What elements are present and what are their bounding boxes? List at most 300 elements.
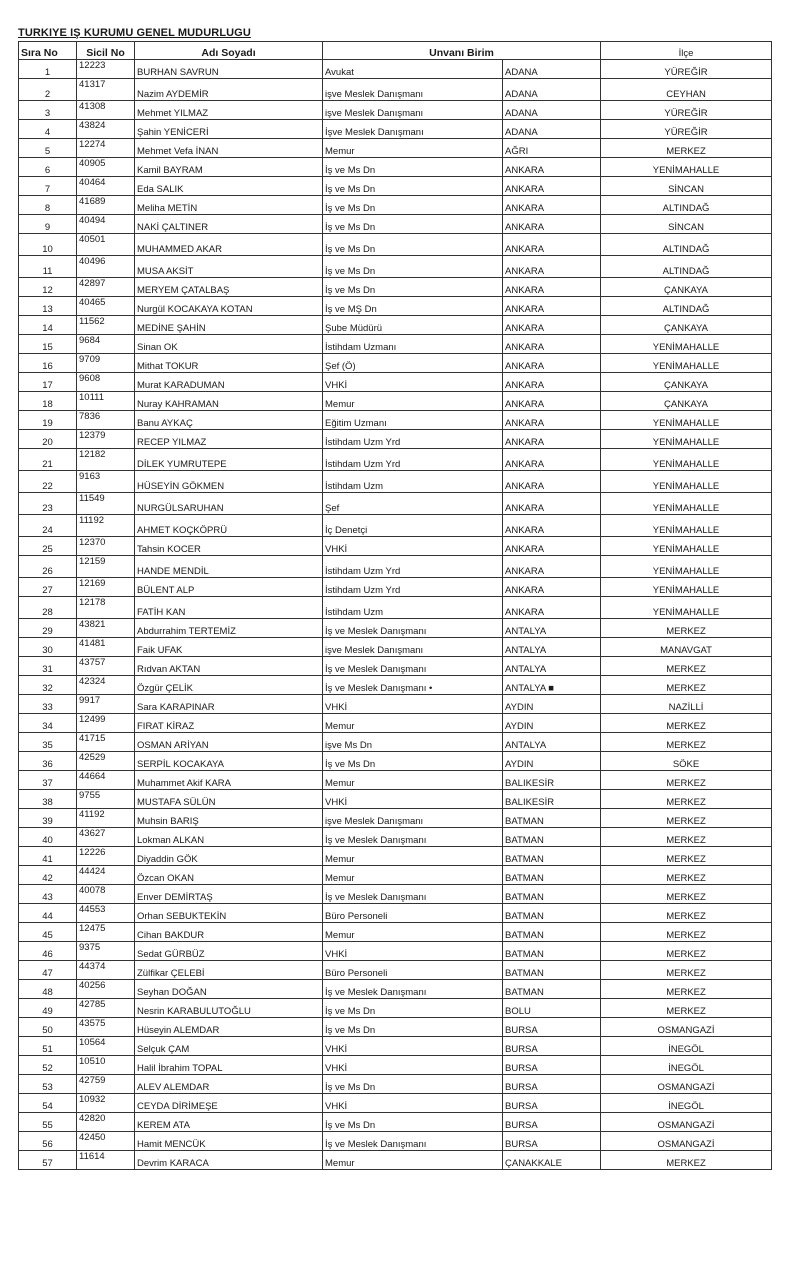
il-cell: ANKARA [503, 234, 601, 256]
header-adi-soyadi: Adı Soyadı [135, 42, 323, 60]
ilce-cell: YENİMAHALLE [601, 430, 772, 449]
il-cell: ANKARA [503, 335, 601, 354]
sira-no-cell: 21 [19, 449, 77, 471]
table-row [19, 847, 772, 866]
table-row [19, 1056, 772, 1075]
sicil-no-cell: 40464 [77, 177, 135, 196]
name-cell: Muhammet Akif KARA [135, 771, 323, 790]
il-cell: BURSA [503, 1132, 601, 1151]
sicil-no-cell: 40905 [77, 158, 135, 177]
unvan-cell: Eğitim Uzmanı [323, 411, 503, 430]
sira-no-cell: 23 [19, 493, 77, 515]
ilce-cell: SÖKE [601, 752, 772, 771]
sicil-no-cell: 10564 [77, 1037, 135, 1056]
ilce-cell: SİNCAN [601, 177, 772, 196]
name-cell: HÜSEYİN GÖKMEN [135, 471, 323, 493]
ilce-cell: MANAVGAT [601, 638, 772, 657]
ilce-cell: MERKEZ [601, 961, 772, 980]
il-cell: ANKARA [503, 177, 601, 196]
sicil-no-cell: 44664 [77, 771, 135, 790]
table-row [19, 1113, 772, 1132]
il-cell: BATMAN [503, 885, 601, 904]
table-row [19, 177, 772, 196]
sira-no-cell: 50 [19, 1018, 77, 1037]
sicil-no-cell: 10510 [77, 1056, 135, 1075]
ilce-cell: YÜREĞİR [601, 60, 772, 79]
sicil-no-cell: 43824 [77, 120, 135, 139]
table-row [19, 120, 772, 139]
sicil-no-cell: 9375 [77, 942, 135, 961]
name-cell: Hüseyin ALEMDAR [135, 1018, 323, 1037]
sicil-no-cell: 9163 [77, 471, 135, 493]
sicil-no-cell: 11562 [77, 316, 135, 335]
name-cell: Özcan OKAN [135, 866, 323, 885]
header-sira-no: Sıra No [19, 42, 77, 60]
ilce-cell: OSMANGAZİ [601, 1018, 772, 1037]
unvan-cell: İç Denetçi [323, 515, 503, 537]
ilce-cell: YÜREĞİR [601, 101, 772, 120]
il-cell: BURSA [503, 1056, 601, 1075]
unvan-cell: İş ve Ms Dn [323, 215, 503, 234]
name-cell: AHMET KOÇKÖPRÜ [135, 515, 323, 537]
name-cell: ALEV ALEMDAR [135, 1075, 323, 1094]
sira-no-cell: 18 [19, 392, 77, 411]
unvan-cell: İş ve MŞ Dn [323, 297, 503, 316]
name-cell: Halil İbrahim TOPAL [135, 1056, 323, 1075]
sira-no-cell: 56 [19, 1132, 77, 1151]
table-row [19, 1018, 772, 1037]
name-cell: Lokman ALKAN [135, 828, 323, 847]
ilce-cell: YENİMAHALLE [601, 515, 772, 537]
table-row [19, 619, 772, 638]
name-cell: OSMAN ARİYAN [135, 733, 323, 752]
unvan-cell: Memur [323, 923, 503, 942]
unvan-cell: işve Meslek Danışmanı [323, 79, 503, 101]
table-row [19, 980, 772, 999]
ilce-cell: MERKEZ [601, 139, 772, 158]
sira-no-cell: 53 [19, 1075, 77, 1094]
ilce-cell: MERKEZ [601, 676, 772, 695]
sira-no-cell: 17 [19, 373, 77, 392]
table-row [19, 885, 772, 904]
sira-no-cell: 9 [19, 215, 77, 234]
name-cell: MEDİNE ŞAHİN [135, 316, 323, 335]
il-cell: ADANA [503, 60, 601, 79]
table-row [19, 256, 772, 278]
unvan-cell: Memur [323, 866, 503, 885]
name-cell: Mithat TOKUR [135, 354, 323, 373]
sicil-no-cell: 12274 [77, 139, 135, 158]
name-cell: KEREM ATA [135, 1113, 323, 1132]
sicil-no-cell: 12223 [77, 60, 135, 79]
il-cell: ANKARA [503, 354, 601, 373]
ilce-cell: YENİMAHALLE [601, 537, 772, 556]
ilce-cell: İNEGÖL [601, 1037, 772, 1056]
sicil-no-cell: 12370 [77, 537, 135, 556]
name-cell: MUHAMMED AKAR [135, 234, 323, 256]
table-row [19, 60, 772, 79]
unvan-cell: VHKİ [323, 942, 503, 961]
ilce-cell: MERKEZ [601, 790, 772, 809]
ilce-cell: MERKEZ [601, 714, 772, 733]
il-cell: ANKARA [503, 256, 601, 278]
table-row [19, 297, 772, 316]
sicil-no-cell: 42785 [77, 999, 135, 1018]
name-cell: Hamit MENCÜK [135, 1132, 323, 1151]
table-row [19, 790, 772, 809]
unvan-cell: Memur [323, 714, 503, 733]
unvan-cell: Şef (Ö) [323, 354, 503, 373]
unvan-cell: İş ve Ms Dn [323, 234, 503, 256]
sira-no-cell: 28 [19, 597, 77, 619]
sicil-no-cell: 41317 [77, 79, 135, 101]
ilce-cell: YENİMAHALLE [601, 471, 772, 493]
sicil-no-cell: 10932 [77, 1094, 135, 1113]
table-row [19, 866, 772, 885]
name-cell: CEYDA DİRİMEŞE [135, 1094, 323, 1113]
il-cell: AYDIN [503, 714, 601, 733]
il-cell: ANKARA [503, 373, 601, 392]
table-row [19, 578, 772, 597]
name-cell: BURHAN SAVRUN [135, 60, 323, 79]
ilce-cell: ALTINDAĞ [601, 196, 772, 215]
name-cell: Muhsin BARIŞ [135, 809, 323, 828]
sicil-no-cell: 12226 [77, 847, 135, 866]
sicil-no-cell: 12475 [77, 923, 135, 942]
unvan-cell: Avukat [323, 60, 503, 79]
unvan-cell: VHKİ [323, 1094, 503, 1113]
sicil-no-cell: 7836 [77, 411, 135, 430]
il-cell: BOLU [503, 999, 601, 1018]
il-cell: ÇANAKKALE [503, 1151, 601, 1170]
unvan-cell: İş ve Ms Dn [323, 196, 503, 215]
sicil-no-cell: 10111 [77, 392, 135, 411]
ilce-cell: MERKEZ [601, 771, 772, 790]
ilce-cell: MERKEZ [601, 904, 772, 923]
sira-no-cell: 26 [19, 556, 77, 578]
name-cell: Zülfikar ÇELEBİ [135, 961, 323, 980]
sicil-no-cell: 12499 [77, 714, 135, 733]
sira-no-cell: 36 [19, 752, 77, 771]
ilce-cell: YENİMAHALLE [601, 158, 772, 177]
sicil-no-cell: 9755 [77, 790, 135, 809]
name-cell: Sedat GÜRBÜZ [135, 942, 323, 961]
ilce-cell: YENİMAHALLE [601, 411, 772, 430]
sicil-no-cell: 41192 [77, 809, 135, 828]
table-row [19, 904, 772, 923]
sicil-no-cell: 42820 [77, 1113, 135, 1132]
sira-no-cell: 52 [19, 1056, 77, 1075]
ilce-cell: MERKEZ [601, 847, 772, 866]
table-row [19, 942, 772, 961]
name-cell: Eda SALIK [135, 177, 323, 196]
name-cell: Meliha METİN [135, 196, 323, 215]
sicil-no-cell: 43821 [77, 619, 135, 638]
name-cell: Şahin YENİCERİ [135, 120, 323, 139]
unvan-cell: İstihdam Uzm Yrd [323, 449, 503, 471]
ilce-cell: İNEGÖL [601, 1056, 772, 1075]
sicil-no-cell: 42324 [77, 676, 135, 695]
sira-no-cell: 22 [19, 471, 77, 493]
unvan-cell: işve Meslek Danışmanı [323, 809, 503, 828]
header-sicil-no: Sicil No [77, 42, 135, 60]
name-cell: RECEP YILMAZ [135, 430, 323, 449]
ilce-cell: MERKEZ [601, 980, 772, 999]
il-cell: ANTALYA [503, 619, 601, 638]
sicil-no-cell: 44553 [77, 904, 135, 923]
name-cell: Nesrin KARABULUTOĞLU [135, 999, 323, 1018]
ilce-cell: YÜREĞİR [601, 120, 772, 139]
sira-no-cell: 42 [19, 866, 77, 885]
name-cell: MUSA AKSİT [135, 256, 323, 278]
table-header-row [19, 42, 772, 60]
il-cell: ANKARA [503, 392, 601, 411]
sira-no-cell: 12 [19, 278, 77, 297]
name-cell: DİLEK YUMRUTEPE [135, 449, 323, 471]
name-cell: Kamil BAYRAM [135, 158, 323, 177]
ilce-cell: MERKEZ [601, 866, 772, 885]
sira-no-cell: 15 [19, 335, 77, 354]
table-row [19, 234, 772, 256]
table-row [19, 101, 772, 120]
name-cell: FATİH KAN [135, 597, 323, 619]
sicil-no-cell: 11192 [77, 515, 135, 537]
table-row [19, 828, 772, 847]
name-cell: Nurgül KOCAKAYA KOTAN [135, 297, 323, 316]
il-cell: BATMAN [503, 847, 601, 866]
sicil-no-cell: 9608 [77, 373, 135, 392]
il-cell: BATMAN [503, 904, 601, 923]
sicil-no-cell: 42529 [77, 752, 135, 771]
sicil-no-cell: 12182 [77, 449, 135, 471]
il-cell: BATMAN [503, 866, 601, 885]
table-row [19, 771, 772, 790]
name-cell: Banu AYKAÇ [135, 411, 323, 430]
unvan-cell: İstihdam Uzm [323, 471, 503, 493]
sicil-no-cell: 40465 [77, 297, 135, 316]
table-row [19, 1132, 772, 1151]
il-cell: BATMAN [503, 961, 601, 980]
sicil-no-cell: 11614 [77, 1151, 135, 1170]
sira-no-cell: 19 [19, 411, 77, 430]
il-cell: BATMAN [503, 809, 601, 828]
unvan-cell: İş ve Ms Dn [323, 158, 503, 177]
unvan-cell: İş ve Ms Dn [323, 278, 503, 297]
table-row [19, 411, 772, 430]
sicil-no-cell: 41689 [77, 196, 135, 215]
unvan-cell: VHKİ [323, 790, 503, 809]
name-cell: Nuray KAHRAMAN [135, 392, 323, 411]
sicil-no-cell: 42759 [77, 1075, 135, 1094]
sira-no-cell: 44 [19, 904, 77, 923]
unvan-cell: İş ve Ms Dn [323, 752, 503, 771]
table-row [19, 449, 772, 471]
table-row [19, 733, 772, 752]
sira-no-cell: 30 [19, 638, 77, 657]
sira-no-cell: 8 [19, 196, 77, 215]
table-row [19, 373, 772, 392]
sicil-no-cell: 11549 [77, 493, 135, 515]
il-cell: ANTALYA [503, 657, 601, 676]
il-cell: BURSA [503, 1037, 601, 1056]
il-cell: BURSA [503, 1075, 601, 1094]
name-cell: Devrim KARACA [135, 1151, 323, 1170]
unvan-cell: VHKİ [323, 1037, 503, 1056]
table-row [19, 392, 772, 411]
name-cell: Mehmet Vefa İNAN [135, 139, 323, 158]
sira-no-cell: 35 [19, 733, 77, 752]
table-row [19, 1075, 772, 1094]
unvan-cell: işve Meslek Danışmanı [323, 101, 503, 120]
table-row [19, 79, 772, 101]
il-cell: ANKARA [503, 471, 601, 493]
sira-no-cell: 14 [19, 316, 77, 335]
sira-no-cell: 41 [19, 847, 77, 866]
ilce-cell: OSMANGAZİ [601, 1113, 772, 1132]
ilce-cell: OSMANGAZİ [601, 1075, 772, 1094]
sira-no-cell: 4 [19, 120, 77, 139]
table-row [19, 809, 772, 828]
il-cell: BATMAN [503, 980, 601, 999]
il-cell: BATMAN [503, 923, 601, 942]
sira-no-cell: 24 [19, 515, 77, 537]
ilce-cell: ÇANKAYA [601, 278, 772, 297]
unvan-cell: Büro Personeli [323, 904, 503, 923]
name-cell: Faik UFAK [135, 638, 323, 657]
name-cell: Sara KARAPINAR [135, 695, 323, 714]
il-cell: BURSA [503, 1113, 601, 1132]
ilce-cell: NAZİLLİ [601, 695, 772, 714]
ilce-cell: MERKEZ [601, 733, 772, 752]
sira-no-cell: 34 [19, 714, 77, 733]
il-cell: ANTALYA [503, 733, 601, 752]
sicil-no-cell: 40496 [77, 256, 135, 278]
table-row [19, 515, 772, 537]
unvan-cell: VHKİ [323, 1056, 503, 1075]
unvan-cell: İş ve Ms Dn [323, 256, 503, 278]
table-row [19, 1037, 772, 1056]
sira-no-cell: 1 [19, 60, 77, 79]
unvan-cell: İş ve Meslek Danışmanı • [323, 676, 503, 695]
name-cell: Seyhan DOĞAN [135, 980, 323, 999]
name-cell: Orhan SEBUKTEKİN [135, 904, 323, 923]
il-cell: ANKARA [503, 278, 601, 297]
unvan-cell: VHKİ [323, 373, 503, 392]
sira-no-cell: 47 [19, 961, 77, 980]
ilce-cell: ÇANKAYA [601, 373, 772, 392]
name-cell: HANDE MENDİL [135, 556, 323, 578]
table-row [19, 657, 772, 676]
table-row [19, 354, 772, 373]
unvan-cell: Şube Müdürü [323, 316, 503, 335]
name-cell: Cihan BAKDUR [135, 923, 323, 942]
unvan-cell: İş ve Meslek Danışmanı [323, 885, 503, 904]
il-cell: AYDIN [503, 752, 601, 771]
table-row [19, 316, 772, 335]
il-cell: BURSA [503, 1094, 601, 1113]
table-row [19, 1151, 772, 1170]
sicil-no-cell: 42897 [77, 278, 135, 297]
unvan-cell: İstihdam Uzm Yrd [323, 556, 503, 578]
ilce-cell: YENİMAHALLE [601, 556, 772, 578]
name-cell: NURGÜLSARUHAN [135, 493, 323, 515]
unvan-cell: VHKİ [323, 537, 503, 556]
il-cell: ANKARA [503, 215, 601, 234]
ilce-cell: MERKEZ [601, 923, 772, 942]
ilce-cell: ÇANKAYA [601, 316, 772, 335]
unvan-cell: İş ve Ms Dn [323, 177, 503, 196]
sicil-no-cell: 43627 [77, 828, 135, 847]
table-row [19, 714, 772, 733]
unvan-cell: Memur [323, 139, 503, 158]
il-cell: ANKARA [503, 556, 601, 578]
sira-no-cell: 11 [19, 256, 77, 278]
il-cell: ANTALYA [503, 638, 601, 657]
sicil-no-cell: 41308 [77, 101, 135, 120]
ilce-cell: YENİMAHALLE [601, 597, 772, 619]
name-cell: Enver DEMİRTAŞ [135, 885, 323, 904]
il-cell: ADANA [503, 79, 601, 101]
sira-no-cell: 5 [19, 139, 77, 158]
sira-no-cell: 40 [19, 828, 77, 847]
sira-no-cell: 13 [19, 297, 77, 316]
sicil-no-cell: 44424 [77, 866, 135, 885]
sira-no-cell: 32 [19, 676, 77, 695]
sicil-no-cell: 44374 [77, 961, 135, 980]
sira-no-cell: 16 [19, 354, 77, 373]
sicil-no-cell: 41481 [77, 638, 135, 657]
ilce-cell: ALTINDAĞ [601, 256, 772, 278]
ilce-cell: ALTINDAĞ [601, 234, 772, 256]
il-cell: BALIKESİR [503, 790, 601, 809]
il-cell: ANKARA [503, 158, 601, 177]
il-cell: ANKARA [503, 297, 601, 316]
sira-no-cell: 25 [19, 537, 77, 556]
il-cell: AYDIN [503, 695, 601, 714]
sicil-no-cell: 42450 [77, 1132, 135, 1151]
unvan-cell: İş ve Ms Dn [323, 1113, 503, 1132]
sira-no-cell: 49 [19, 999, 77, 1018]
sira-no-cell: 48 [19, 980, 77, 999]
document-title: TURKIYE IŞ KURUMU GENEL MUDURLUGU [18, 27, 251, 39]
il-cell: ANKARA [503, 430, 601, 449]
table-row [19, 999, 772, 1018]
sira-no-cell: 54 [19, 1094, 77, 1113]
unvan-cell: Memur [323, 1151, 503, 1170]
name-cell: MERYEM ÇATALBAŞ [135, 278, 323, 297]
ilce-cell: YENİMAHALLE [601, 578, 772, 597]
sicil-no-cell: 40494 [77, 215, 135, 234]
unvan-cell: Memur [323, 847, 503, 866]
unvan-cell: İş ve Meslek Danışmanı [323, 828, 503, 847]
ilce-cell: MERKEZ [601, 885, 772, 904]
ilce-cell: İNEGÖL [601, 1094, 772, 1113]
sicil-no-cell: 40078 [77, 885, 135, 904]
il-cell: AĞRI [503, 139, 601, 158]
sicil-no-cell: 12159 [77, 556, 135, 578]
table-row [19, 335, 772, 354]
table-row [19, 923, 772, 942]
sira-no-cell: 6 [19, 158, 77, 177]
unvan-cell: İstihdam Uzm Yrd [323, 430, 503, 449]
name-cell: Tahsin KOCER [135, 537, 323, 556]
ilce-cell: YENİMAHALLE [601, 493, 772, 515]
sira-no-cell: 39 [19, 809, 77, 828]
unvan-cell: Memur [323, 392, 503, 411]
il-cell: ANKARA [503, 449, 601, 471]
name-cell: Özgür ÇELİK [135, 676, 323, 695]
il-cell: ANKARA [503, 537, 601, 556]
